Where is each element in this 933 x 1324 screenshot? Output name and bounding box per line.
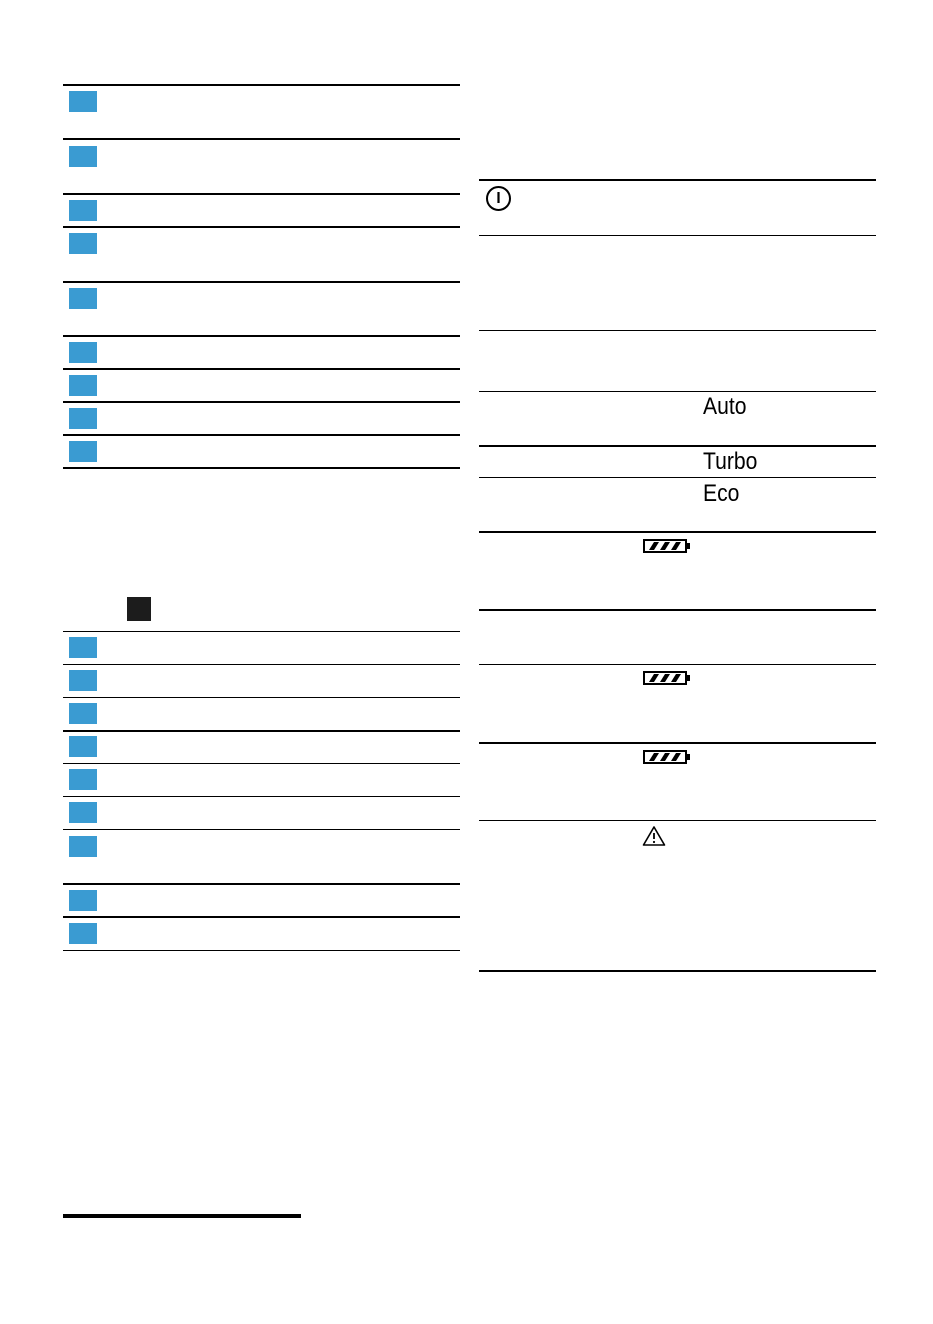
blue-marker-icon [69, 637, 97, 658]
mode-label-auto: Auto [703, 393, 747, 420]
table-rule [63, 226, 460, 228]
battery-icon [643, 670, 691, 686]
table-rule [63, 434, 460, 436]
table-rule [63, 829, 460, 830]
blue-marker-icon [69, 91, 97, 112]
blue-marker-icon [69, 441, 97, 462]
blue-marker-icon [69, 200, 97, 221]
blue-marker-icon [69, 146, 97, 167]
table-rule [479, 179, 876, 181]
table-rule [479, 820, 876, 821]
blue-marker-icon [69, 836, 97, 857]
battery-icon [643, 538, 691, 554]
table-rule [63, 467, 460, 469]
mode-label-turbo: Turbo [703, 448, 758, 475]
dark-marker-icon [127, 597, 151, 621]
left-table-2 [63, 631, 460, 953]
table-rule [63, 335, 460, 337]
blue-marker-icon [69, 408, 97, 429]
table-rule [63, 730, 460, 732]
blue-marker-icon [69, 736, 97, 757]
battery-icon [643, 749, 691, 765]
footnote-separator [63, 1214, 301, 1218]
table-rule [479, 742, 876, 744]
table-rule [63, 138, 460, 140]
table-rule [479, 391, 876, 392]
table-rule [63, 281, 460, 283]
blue-marker-icon [69, 890, 97, 911]
table-rule [479, 477, 876, 478]
blue-marker-icon [69, 923, 97, 944]
table-rule [63, 883, 460, 885]
blue-marker-icon [69, 375, 97, 396]
table-rule [63, 401, 460, 403]
table-rule [479, 330, 876, 331]
table-rule [63, 631, 460, 632]
right-table [479, 179, 876, 975]
blue-marker-icon [69, 670, 97, 691]
blue-marker-icon [69, 288, 97, 309]
table-rule [479, 970, 876, 972]
table-rule [63, 664, 460, 665]
table-rule [479, 445, 876, 447]
blue-marker-icon [69, 233, 97, 254]
table-rule [63, 916, 460, 918]
table-rule [63, 697, 460, 698]
table-rule [479, 235, 876, 236]
table-rule [479, 531, 876, 533]
table-rule [63, 193, 460, 195]
table-rule [63, 84, 460, 86]
table-rule [63, 950, 460, 951]
warning-icon [642, 825, 666, 847]
blue-marker-icon [69, 802, 97, 823]
blue-marker-icon [69, 342, 97, 363]
table-rule [63, 763, 460, 764]
blue-marker-icon [69, 703, 97, 724]
power-icon [485, 185, 512, 212]
blue-marker-icon [69, 769, 97, 790]
table-rule [63, 796, 460, 797]
left-table-1 [63, 84, 460, 470]
table-rule [479, 609, 876, 611]
table-rule [63, 368, 460, 370]
table-rule [479, 664, 876, 665]
mode-label-eco: Eco [703, 480, 740, 507]
